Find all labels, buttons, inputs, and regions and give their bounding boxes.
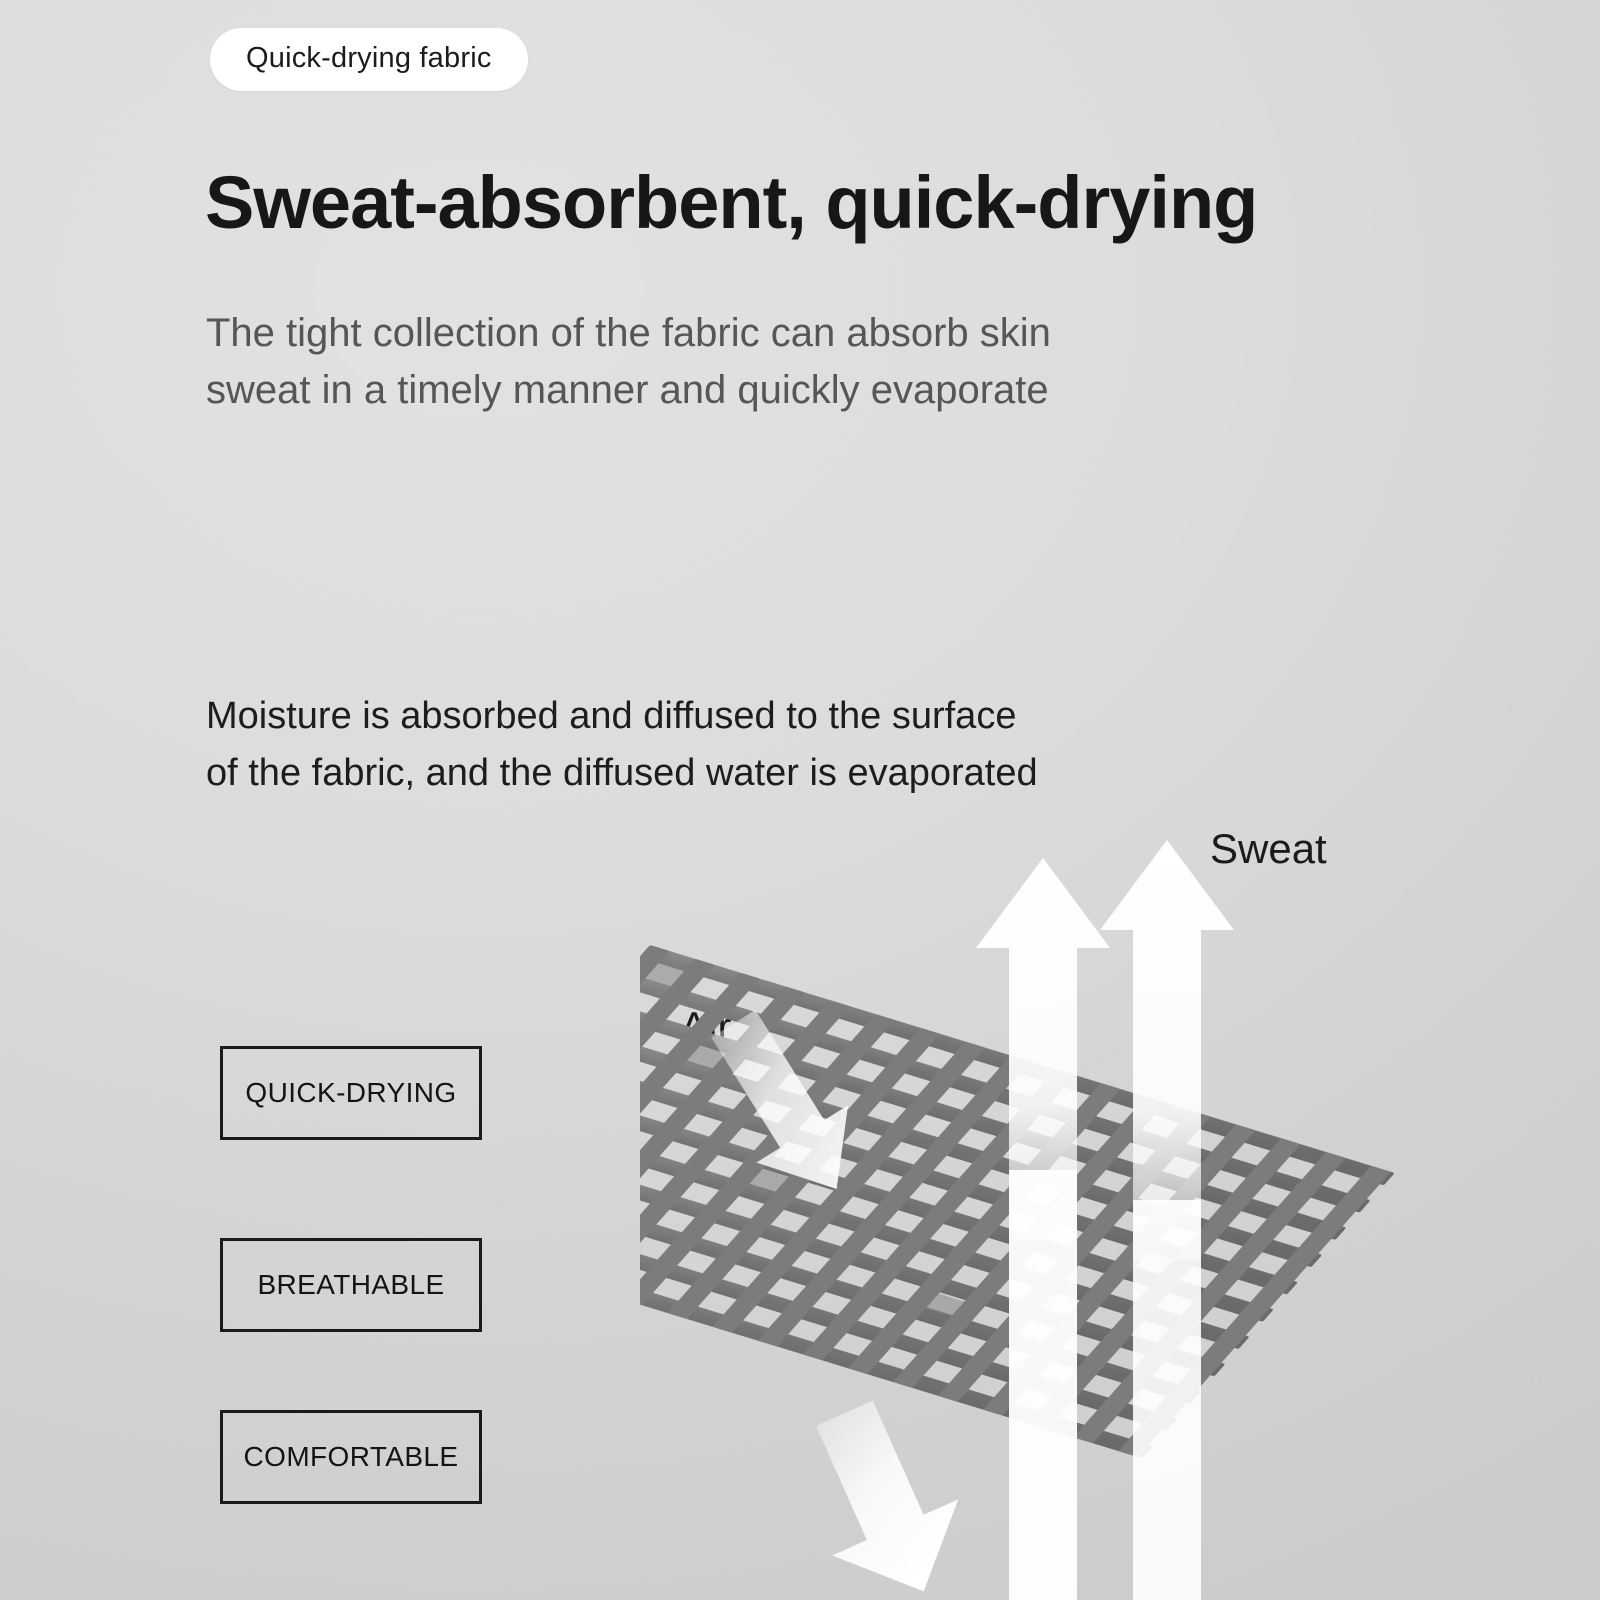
feature-box-quick-drying <box>220 1046 482 1140</box>
feature-label: QUICK-DRYING <box>245 1077 457 1108</box>
badge-label: Quick-drying fabric <box>246 42 492 74</box>
subtitle-paragraph: The tight collection of the fabric can absorb skin sweat in a timely manner and quickly evaporate <box>206 311 1051 412</box>
fabric-diagram <box>640 840 1540 1600</box>
description-paragraph: Moisture is absorbed and diffused to the surface of the fabric, and the diffused water is evaporated <box>206 695 1038 794</box>
feature-box-breathable <box>220 1238 482 1332</box>
page-title: Sweat-absorbent, quick-drying <box>205 161 1258 244</box>
feature-box-comfortable <box>220 1410 482 1504</box>
sweat-label: Sweat <box>1210 825 1327 872</box>
feature-label: COMFORTABLE <box>243 1441 459 1472</box>
badge-quick-drying-fabric <box>210 28 528 91</box>
feature-label: BREATHABLE <box>257 1269 445 1300</box>
arrow-down-icon-front <box>781 1385 986 1600</box>
